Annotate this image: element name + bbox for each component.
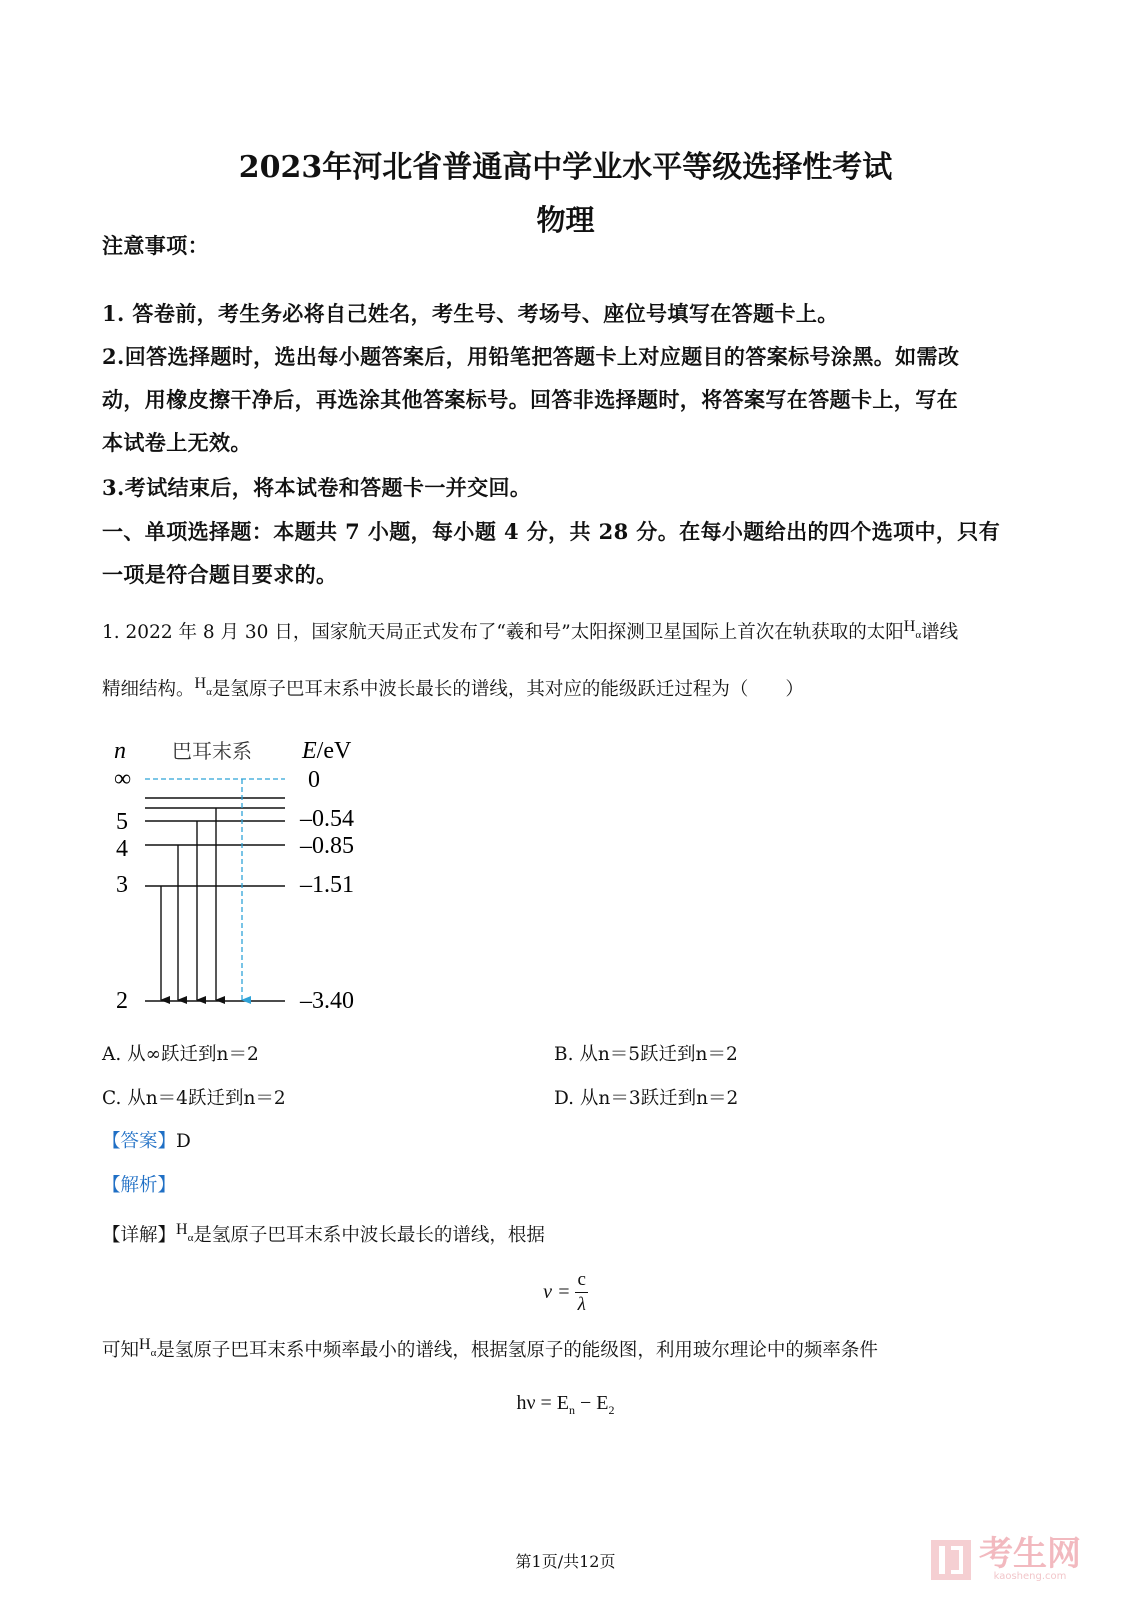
detail-text: 是氢原子巴耳末系中波长最长的谱线，根据 <box>193 1225 545 1247</box>
formula-1-denominator: λ <box>577 1294 586 1315</box>
notice-item-3: 3.考试结束后，将本试卷和答题卡一并交回。 <box>102 475 532 500</box>
formula-1-fraction <box>575 1268 587 1317</box>
n-label-infinity: ∞ <box>114 766 132 792</box>
watermark-logo <box>931 1534 1081 1582</box>
answer-tag: 【答案】 <box>102 1131 177 1152</box>
paragraph-2-text: 是氢原子巴耳末系中频率最小的谱线，根据氢原子的能级图，利用玻尔理论中的频率条件 <box>156 1340 878 1362</box>
question-1-text-c: 精细结构。 <box>102 679 195 701</box>
option-c[interactable]: C. 从n＝4跃迁到n＝2 <box>102 1088 286 1109</box>
notice-item-2-line-3: 本试卷上无效。 <box>102 430 252 455</box>
analysis-tag: 【解析】 <box>102 1175 177 1196</box>
formula-bohr <box>0 1392 1131 1418</box>
energy-label-n2: –3.40 <box>300 988 354 1014</box>
option-b[interactable]: B. 从n＝5跃迁到n＝2 <box>554 1044 738 1065</box>
n-label-5: 5 <box>116 809 128 835</box>
option-d[interactable]: D. 从n＝3跃迁到n＝2 <box>554 1088 739 1109</box>
formula-2-mid: − E <box>575 1392 609 1414</box>
notice-item-2-line-1: 2.回答选择题时，选出每小题答案后，用铅笔把答题卡上对应题目的答案标号涂黑。如需改 <box>102 344 960 369</box>
notice-heading: 注意事项： <box>102 233 209 258</box>
question-1-text-d: 是氢原子巴耳末系中波长最长的谱线，其对应的能级跃迁过程为（ ） <box>211 679 804 701</box>
option-a[interactable]: A. 从∞跃迁到n＝2 <box>102 1044 259 1065</box>
notice-item-2-line-2: 动，用橡皮擦干净后，再选涂其他答案标号。回答非选择题时，将答案写在答题卡上，写在 <box>102 387 958 412</box>
n-label-2: 2 <box>116 988 128 1014</box>
h-alpha-symbol: Hα <box>139 1336 157 1360</box>
watermark-url: kaosheng.com <box>993 1571 1067 1582</box>
series-label: 巴耳末系 <box>172 739 252 763</box>
h-alpha-symbol: Hα <box>176 1221 194 1245</box>
paragraph-2-prefix: 可知 <box>102 1340 140 1362</box>
energy-axis-label: E/eV <box>302 738 352 764</box>
answer-line <box>102 1127 191 1153</box>
page-number: 第1页/共12页 <box>515 1552 616 1571</box>
detail-line <box>102 1221 545 1247</box>
watermark-icon <box>931 1540 971 1580</box>
section-heading-line-2: 一项是符合题目要求的。 <box>102 562 338 587</box>
formula-2-sub-n: n <box>569 1403 576 1417</box>
formula-frequency <box>0 1268 1131 1317</box>
question-1-text-b: 谱线 <box>921 622 959 644</box>
notice-item-1: 1. 答卷前，考生务必将自己姓名，考生号、考场号、座位号填写在答题卡上。 <box>102 301 839 326</box>
detail-tag: 【详解】 <box>102 1225 177 1247</box>
energy-label-n3: –1.51 <box>300 872 354 898</box>
section-heading-line-1: 一、单项选择题：本题共 7 小题，每小题 4 分，共 28 分。在每小题给出的四个选项中，只有 <box>102 519 1001 544</box>
n-label-4: 4 <box>116 836 128 862</box>
energy-label-n5: –0.54 <box>300 806 354 832</box>
question-1-line-1 <box>102 618 958 644</box>
n-label-3: 3 <box>116 872 128 898</box>
energy-level-diagram <box>100 725 400 1025</box>
exam-title: 2023年河北省普通高中学业水平等级选择性考试 <box>238 150 893 185</box>
formula-1-numerator: c <box>575 1268 587 1293</box>
n-axis-label: n <box>114 738 126 764</box>
h-alpha-symbol: Hα <box>194 675 212 699</box>
h-alpha-symbol: Hα <box>903 618 922 642</box>
formula-2-main: hν = E <box>516 1392 570 1414</box>
paragraph-2 <box>102 1336 878 1362</box>
subject-title: 物理 <box>536 203 595 237</box>
question-1-text-a: 1. 2022 年 8 月 30 日，国家航天局正式发布了“羲和号”太阳探测卫星国际上首次在轨获取的太阳 <box>102 622 904 644</box>
question-1-line-2 <box>102 675 804 701</box>
energy-label-n4: –0.85 <box>300 833 354 859</box>
answer-value: D <box>176 1131 191 1152</box>
formula-2-sub-2: 2 <box>608 1403 615 1417</box>
formula-1-lhs: ν = <box>543 1281 576 1303</box>
watermark-text: 考生网 <box>979 1534 1081 1574</box>
energy-label-0: 0 <box>308 767 320 793</box>
